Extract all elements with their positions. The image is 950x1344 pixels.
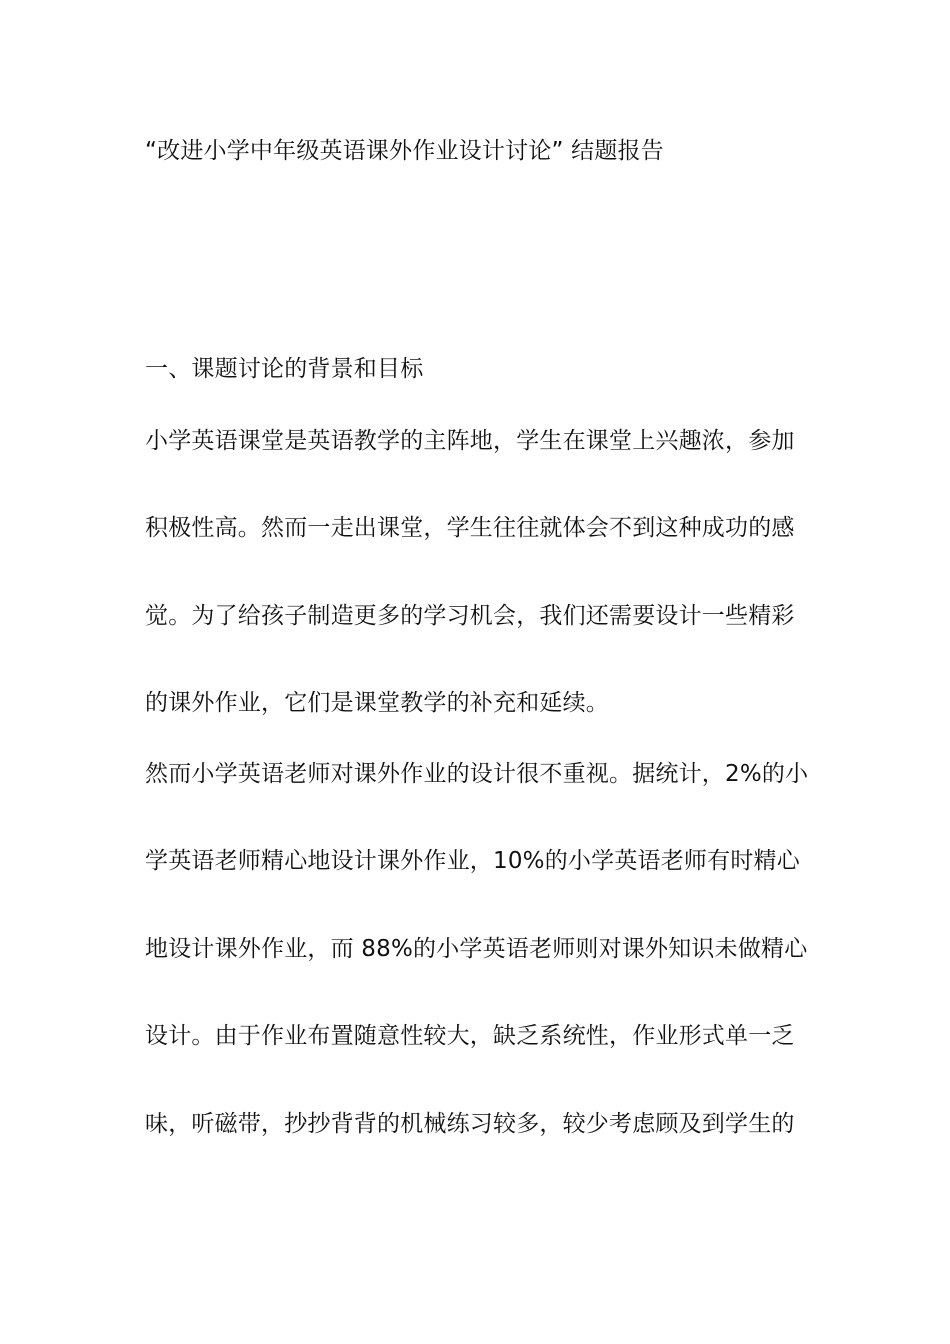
- paragraph-2-line-1: 然而小学英语老师对课外作业的设计很不重视。据统计，2%的小: [145, 761, 809, 787]
- section-heading: 一、课题讨论的背景和目标: [145, 356, 424, 382]
- paragraph-1-line-4: 的课外作业，它们是课堂教学的补充和延续。: [145, 690, 609, 716]
- paragraph-2-line-4: 设计。由于作业布置随意性较大，缺乏系统性，作业形式单一乏: [145, 1023, 795, 1049]
- paragraph-2-line-5: 味，听磁带，抄抄背背的机械练习较多，较少考虑顾及到学生的: [145, 1111, 795, 1137]
- paragraph-1-line-1: 小学英语课堂是英语教学的主阵地，学生在课堂上兴趣浓，参加: [145, 428, 795, 454]
- document-title: “改进小学中年级英语课外作业设计讨论” 结题报告: [145, 138, 664, 164]
- paragraph-1-line-2: 积极性高。然而一走出课堂，学生往往就体会不到这种成功的感: [145, 515, 795, 541]
- paragraph-2-line-3: 地设计课外作业，而 88%的小学英语老师则对课外知识未做精心: [145, 936, 808, 962]
- paragraph-1-line-3: 觉。为了给孩子制造更多的学习机会，我们还需要设计一些精彩: [145, 603, 795, 629]
- paragraph-2-line-2: 学英语老师精心地设计课外作业，10%的小学英语老师有时精心: [145, 848, 800, 874]
